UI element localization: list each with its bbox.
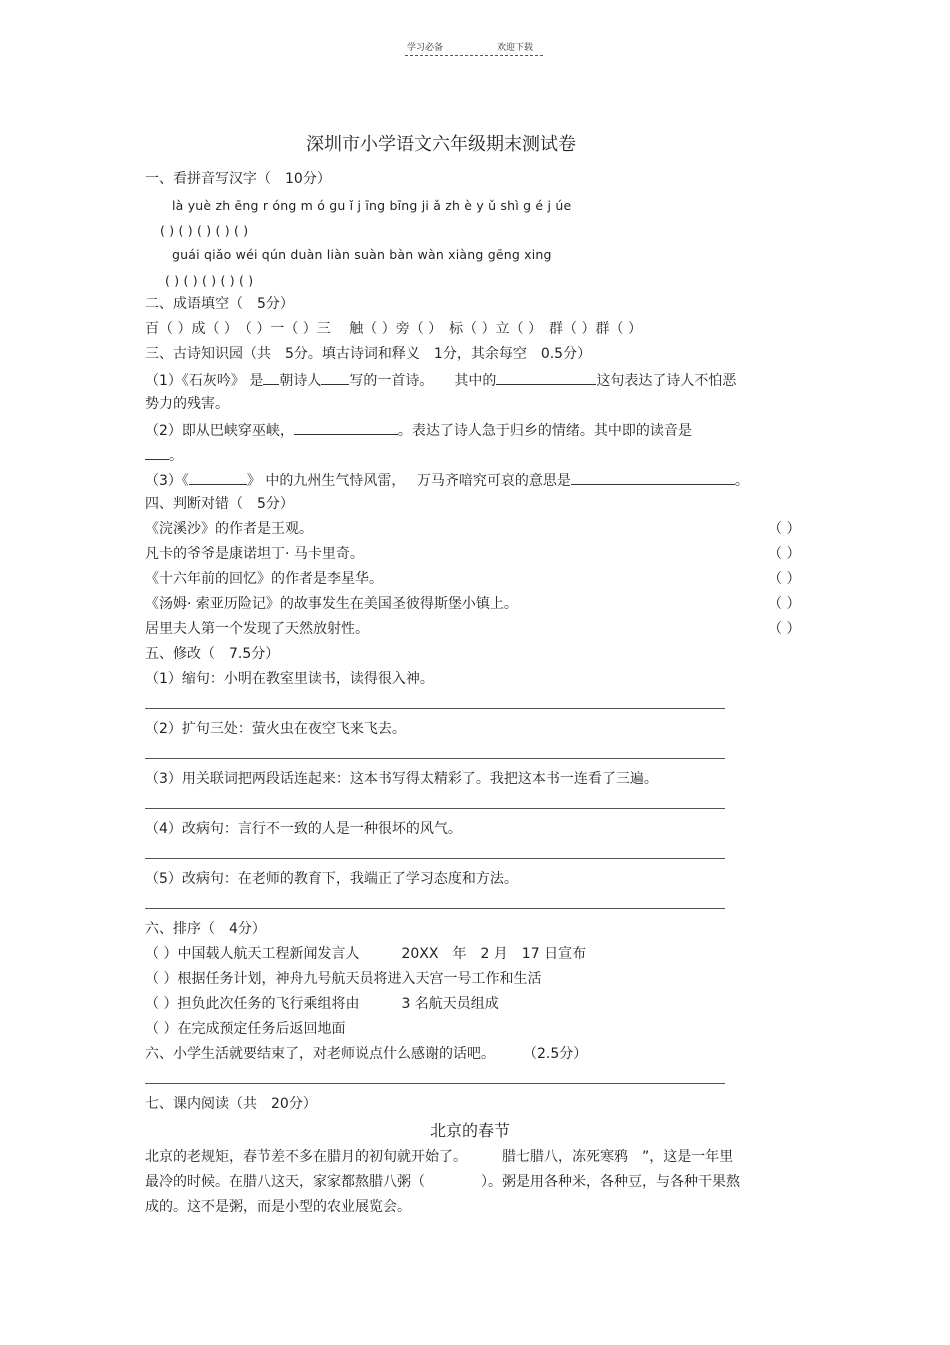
page-title: 深圳市小学语文六年级期末测试卷 xyxy=(306,134,576,155)
revise-item-3: （3）用关联词把两段话连起来：这本书写得太精彩了。我把这本书一连看了三遍。 xyxy=(145,771,658,787)
idiom-fill-line[interactable]: 百（ ）成（ ） （ ）一（ ）三 触（ ）旁（ ） 标（ ）立（ ） 群（ ）群（ ） xyxy=(145,321,642,337)
pinyin-row-2: guái qiǎo wéi qún duàn liàn suàn bàn wàn xiàng gēng xing xyxy=(172,247,552,262)
poem-question-1 xyxy=(145,370,736,390)
section-4-heading: 四、判断对错（ 5分） xyxy=(145,496,294,512)
section-3-heading: 三、古诗知识园（共 5分。填古诗词和释义 1分，其余每空 0.5分） xyxy=(145,346,592,362)
judge-mark-3[interactable]: （ ） xyxy=(768,571,801,587)
order-item-3[interactable]: （ ）担负此次任务的飞行乘组将由 3 名航天员组成 xyxy=(145,996,499,1012)
order-item-4[interactable]: （ ）在完成预定任务后返回地面 xyxy=(145,1021,346,1037)
q3-part-a: （3）《 xyxy=(145,473,189,489)
article-title: 北京的春节 xyxy=(430,1121,511,1140)
section-1-heading: 一、看拼音写汉字（ 10分） xyxy=(145,171,331,187)
blank-pronunciation[interactable] xyxy=(145,445,169,460)
thanks-heading: 六、小学生活就要结束了，对老师说点什么感谢的话吧。 （2.5分） xyxy=(145,1046,588,1062)
article-paragraph-line-2: 最冷的时候。在腊八这天，家家都熬腊八粥（ ）。粥是用各种米，各种豆，与各种干果熬 xyxy=(145,1174,740,1190)
blank-meaning[interactable] xyxy=(571,470,735,485)
revise-item-1: （1）缩句：小明在教室里读书，读得很入神。 xyxy=(145,671,434,687)
judge-item-3: 《十六年前的回忆》的作者是李星华。 xyxy=(145,571,383,587)
judge-item-2: 凡卡的爷爷是康诺坦丁· 马卡里奇。 xyxy=(145,546,364,562)
article-paragraph-line-1: 北京的老规矩，春节差不多在腊月的初旬就开始了。 腊七腊八，冻死寒鸦 ”，这是一年里 xyxy=(145,1149,734,1165)
q1-part-c: 写的一首诗。 其中的 xyxy=(349,373,497,389)
answer-line[interactable] xyxy=(145,908,725,909)
q2-part-c: 。 xyxy=(169,448,183,464)
q2-part-b: 。表达了诗人急于归乡的情绪。其中即的读音是 xyxy=(397,423,692,439)
q1-part-b: 朝诗人 xyxy=(279,373,322,389)
revise-item-2: （2）扩句三处：萤火虫在夜空飞来飞去。 xyxy=(145,721,406,737)
blank-line[interactable] xyxy=(496,370,596,385)
blank-poem-title[interactable] xyxy=(189,470,247,485)
header-right: 欢迎下载 xyxy=(497,43,534,53)
poem-question-2 xyxy=(145,420,692,440)
answer-line[interactable] xyxy=(145,1083,725,1084)
poem-question-1-cont: 势力的残害。 xyxy=(145,396,229,412)
q2-part-a: （2）即从巴峡穿巫峡， xyxy=(145,423,294,439)
answer-line[interactable] xyxy=(145,708,725,709)
judge-item-5: 居里夫人第一个发现了天然放射性。 xyxy=(145,621,369,637)
revise-item-5: （5）改病句：在老师的教育下，我端正了学习态度和方法。 xyxy=(145,871,518,887)
judge-item-1: 《浣溪沙》的作者是王观。 xyxy=(145,521,313,537)
judge-mark-4[interactable]: （ ） xyxy=(768,596,801,612)
blank-dynasty[interactable] xyxy=(263,370,279,385)
section-5-heading: 五、修改（ 7.5分） xyxy=(145,646,280,662)
article-paragraph-line-3: 成的。这不是粥，而是小型的农业展览会。 xyxy=(145,1199,411,1215)
section-2-heading: 二、成语填空（ 5分） xyxy=(145,296,294,312)
order-item-2[interactable]: （ ）根据任务计划，神舟九号航天员将进入天宫一号工作和生活 xyxy=(145,971,542,987)
judge-mark-1[interactable]: （ ） xyxy=(768,521,801,537)
poem-question-2-cont xyxy=(145,445,183,465)
answer-boxes-row-2[interactable]: ( ) ( ) ( ) ( ) ( ) xyxy=(165,273,254,288)
answer-line[interactable] xyxy=(145,858,725,859)
order-item-1[interactable]: （ ）中国载人航天工程新闻发言人 20XX 年 2 月 17 日宣布 xyxy=(145,946,587,962)
header-divider xyxy=(405,55,543,56)
judge-mark-5[interactable]: （ ） xyxy=(768,621,801,637)
blank-next-line[interactable] xyxy=(294,420,398,435)
section-6-heading: 六、排序（ 4分） xyxy=(145,921,266,937)
answer-line[interactable] xyxy=(145,808,725,809)
pinyin-row-1: là yuè zh ēng r óng m ó gu ǐ j īng bīng ji ǎ zh è y ǔ shì g é j úe xyxy=(172,198,572,213)
q1-part-a: （1）《石灰吟》 是 xyxy=(145,373,264,389)
answer-boxes-row-1[interactable]: ( ) ( ) ( ) ( ) ( ) xyxy=(160,223,249,238)
blank-poet[interactable] xyxy=(321,370,349,385)
revise-item-4: （4）改病句：言行不一致的人是一种很坏的风气。 xyxy=(145,821,462,837)
section-7-heading: 七、课内阅读（共 20分） xyxy=(145,1096,317,1112)
q1-part-d: 这句表达了诗人不怕恶 xyxy=(596,373,737,389)
answer-line[interactable] xyxy=(145,758,725,759)
q3-part-b: 》 中的九州生气恃风雷， 万马齐喑究可哀的意思是 xyxy=(246,473,571,489)
judge-mark-2[interactable]: （ ） xyxy=(768,546,801,562)
q3-part-c: 。 xyxy=(734,473,749,489)
header-left: 学习必备 xyxy=(407,43,444,53)
poem-question-3 xyxy=(145,470,749,490)
judge-item-4: 《汤姆· 索亚历险记》的故事发生在美国圣彼得斯堡小镇上。 xyxy=(145,596,518,612)
